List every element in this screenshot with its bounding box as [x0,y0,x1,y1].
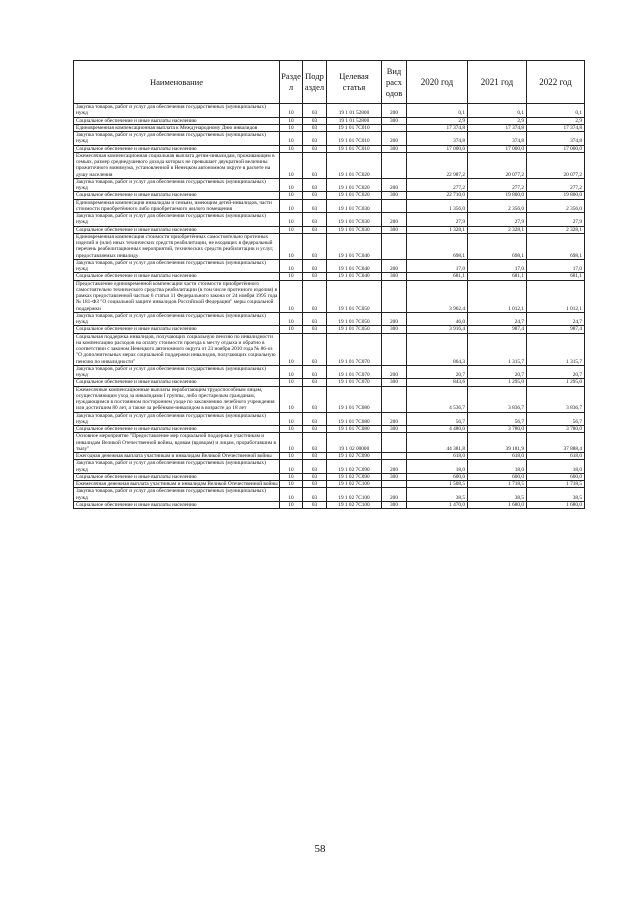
row-article: 19 1 01 7C040 [327,233,382,259]
row-razdel: 10 [280,365,303,379]
row-2021: 698,1 [468,233,527,259]
row-2022: 17 000,0 [527,145,585,152]
budget-table [73,60,585,509]
row-razdel: 10 [280,233,303,259]
row-name: Единовременная компенсация стоимости приобретённых самостоятельно протезных изделий и (или) иных технических средств реабилитации, не входящих в федеральный перечень реабилитационных мероприятий, технических средств реабилитации и услуг, предоставляемых инвалиду [74,233,280,259]
row-2021: 1 295,0 [468,379,527,386]
row-vid [382,233,407,259]
row-podrazdel: 03 [303,259,327,273]
row-name: Закупка товаров, работ и услуг для обеспечения государственных (муниципальных) нужд [74,104,280,118]
row-article: 19 1 01 7C020 [327,178,382,192]
row-razdel: 10 [280,226,303,233]
table-row [74,233,585,259]
table-row [74,426,585,433]
row-2021: 3 836,7 [468,386,527,412]
row-name: Социальное обеспечение и иные выплаты населению [74,273,280,280]
table-row [74,488,585,502]
row-article: 19 1 02 7C090 [327,460,382,474]
row-podrazdel: 03 [303,473,327,480]
row-vid: 300 [382,145,407,152]
row-name: Единовременная компенсационная выплата к Международному Дню инвалидов [74,124,280,131]
row-podrazdel: 03 [303,412,327,426]
row-podrazdel: 03 [303,379,327,386]
row-razdel: 10 [280,280,303,312]
row-article: 19 1 01 7C080 [327,426,382,433]
row-2022: 38,5 [527,488,585,502]
row-podrazdel: 03 [303,213,327,227]
header-2021: 2021 год [468,61,527,104]
row-2021: 20 077,2 [468,152,527,178]
row-2022: 17 374,8 [527,124,585,131]
row-article: 19 1 01 7C050 [327,326,382,333]
row-podrazdel: 03 [303,460,327,474]
row-2020: 17 000,0 [407,145,468,152]
row-podrazdel: 03 [303,433,327,453]
row-name: Ежемесячная компенсационная социальная выплата детям-инвалидам, проживающим в семьях, размер среднедушевого дохода которых не превышает двукратной величины прожиточного минимума, установленной в Ненецком автономном округе в расчете на душу населения [74,152,280,178]
row-2020: 17 374,8 [407,124,468,131]
row-2022: 19 800,0 [527,192,585,199]
header-vid: Вид расх одов [382,61,407,104]
row-podrazdel: 03 [303,488,327,502]
row-razdel: 10 [280,333,303,365]
table-row [74,132,585,146]
row-2022: 277,2 [527,178,585,192]
row-name: Ежегодная денежная выплата участникам и инвалидам Великой Отечественной войны [74,453,280,460]
header-razdel: Разде л [280,61,303,104]
table-row [74,453,585,460]
row-article: 19 1 01 7C010 [327,145,382,152]
row-2020: 2,9 [407,117,468,124]
row-name: Ежемесячные компенсационные выплаты неработающим трудоспособным лицам, осуществляющим уход за инвалидами I группы, либо престарелым гражданам, нуждающимся в постоянном постороннем уходе по заключению лечебного учреждения или достигшим 80 лет, а также за ребёнком-инвалидом в возрасте до 18 лет [74,386,280,412]
table-row [74,433,585,453]
row-2022: 1 315,7 [527,333,585,365]
header-name: Наименование [74,61,280,104]
row-2022: 17,0 [527,259,585,273]
table-row [74,412,585,426]
row-podrazdel: 03 [303,501,327,508]
row-razdel: 10 [280,412,303,426]
table-row [74,481,585,488]
row-2021: 38,5 [468,488,527,502]
row-podrazdel: 03 [303,117,327,124]
row-2022: 20,7 [527,365,585,379]
row-vid: 300 [382,379,407,386]
row-article: 19 1 02 7C100 [327,501,382,508]
row-2022: 24,7 [527,312,585,326]
row-podrazdel: 03 [303,178,327,192]
row-2021: 600,0 [468,473,527,480]
row-razdel: 10 [280,326,303,333]
row-article: 19 1 02 7C100 [327,481,382,488]
row-name: Основное мероприятие "Предоставление мер социальной поддержки участникам и инвалидам Великой Отечественной войны, вдовам (вдовцам) и лицам, проработавшим в тылу" [74,433,280,453]
row-name: Социальная поддержка инвалидов, получающих социальную пенсию по инвалидности на компенсацию расходов на оплату стоимости проезда к месту отдыха и обратно в соответствии с законом Ненецкого автономного округа от 23 ноября 2010 года № 86-оз "О дополнительных мерах социальной поддержки инвалидов, получающих социальную пенсию по инвалидности" [74,333,280,365]
row-2022: 3 836,7 [527,386,585,412]
table-row [74,473,585,480]
row-vid: 200 [382,213,407,227]
row-2022: 37 888,4 [527,433,585,453]
row-name: Предоставление единовременной компенсации части стоимости приобретённого самостоятельно технического средства реабилитации (в том числе протезного изделия) в рамках предоставленной частью 6 статьи 11 Федерального закона от 24 ноября 1995 года № 181-ФЗ "О социальной защите инвалидов Российской Федерации" меры социальной поддержки [74,280,280,312]
row-podrazdel: 03 [303,124,327,131]
row-razdel: 10 [280,379,303,386]
table-row [74,145,585,152]
table-row [74,326,585,333]
row-name: Закупка товаров, работ и услуг для обеспечения государственных (муниципальных) нужд [74,132,280,146]
row-vid: 200 [382,259,407,273]
row-name: Социальное обеспечение и иные выплаты населению [74,226,280,233]
row-name: Закупка товаров, работ и услуг для обеспечения государственных (муниципальных) нужд [74,412,280,426]
row-2021: 2 328,1 [468,226,527,233]
row-article: 19 1 01 7C070 [327,365,382,379]
row-2021: 681,1 [468,273,527,280]
row-2020: 27,9 [407,213,468,227]
row-article: 19 1 02 7C090 [327,473,382,480]
row-2021: 1 315,7 [468,333,527,365]
table-row [74,117,585,124]
row-razdel: 10 [280,453,303,460]
row-article: 19 1 01 7C080 [327,386,382,412]
row-2022: 600,0 [527,473,585,480]
row-razdel: 10 [280,473,303,480]
row-2022: 618,0 [527,453,585,460]
row-article: 19 1 01 7C020 [327,192,382,199]
row-name: Ежемесячная денежная выплата участникам и инвалидам Великой Отечественной войны [74,481,280,488]
row-vid [382,453,407,460]
row-2020: 1 470,0 [407,501,468,508]
row-article: 19 1 01 7C040 [327,259,382,273]
row-razdel: 10 [280,192,303,199]
row-article: 19 1 02 7C100 [327,488,382,502]
row-podrazdel: 03 [303,453,327,460]
header-article: Целевая статья [327,61,382,104]
row-name: Социальное обеспечение и иные выплаты населению [74,117,280,124]
table-row [74,152,585,178]
row-vid: 300 [382,473,407,480]
row-article: 19 1 01 7C080 [327,412,382,426]
row-vid: 200 [382,365,407,379]
row-vid: 200 [382,104,407,118]
page-number: 58 [314,843,326,855]
row-podrazdel: 03 [303,386,327,412]
row-podrazdel: 03 [303,426,327,433]
table-row [74,333,585,365]
row-name: Социальное обеспечение и иные выплаты населению [74,192,280,199]
row-razdel: 10 [280,117,303,124]
row-podrazdel: 03 [303,199,327,213]
row-2021: 20,7 [468,365,527,379]
row-razdel: 10 [280,312,303,326]
row-2020: 46,0 [407,312,468,326]
table-row [74,312,585,326]
row-name: Закупка товаров, работ и услуг для обеспечения государственных (муниципальных) нужд [74,365,280,379]
table-row [74,280,585,312]
row-podrazdel: 03 [303,132,327,146]
row-2022: 2,9 [527,117,585,124]
row-name: Социальное обеспечение и иные выплаты населению [74,145,280,152]
row-vid: 200 [382,412,407,426]
row-vid: 300 [382,501,407,508]
row-article: 19 1 01 52800 [327,117,382,124]
row-razdel: 10 [280,259,303,273]
row-2022: 27,9 [527,213,585,227]
row-podrazdel: 03 [303,226,327,233]
row-article: 19 1 01 7C020 [327,152,382,178]
row-podrazdel: 03 [303,312,327,326]
row-2021: 3 780,0 [468,426,527,433]
row-2021: 18,0 [468,460,527,474]
row-2022: 56,7 [527,412,585,426]
row-2022: 20 077,2 [527,152,585,178]
row-2021: 2 356,0 [468,199,527,213]
row-vid: 300 [382,273,407,280]
row-article: 19 1 01 7C050 [327,280,382,312]
row-podrazdel: 03 [303,333,327,365]
row-name: Социальное обеспечение и иные выплаты населению [74,379,280,386]
row-2022: 681,1 [527,273,585,280]
row-2021: 56,7 [468,412,527,426]
row-razdel: 10 [280,178,303,192]
row-2020: 20,7 [407,365,468,379]
row-razdel: 10 [280,104,303,118]
row-article: 19 1 01 7C050 [327,312,382,326]
table-row [74,178,585,192]
row-2022: 698,1 [527,233,585,259]
row-2020: 681,1 [407,273,468,280]
row-vid [382,124,407,131]
row-podrazdel: 03 [303,233,327,259]
table-row [74,124,585,131]
row-name: Закупка товаров, работ и услуг для обеспечения государственных (муниципальных) нужд [74,178,280,192]
row-2021: 277,2 [468,178,527,192]
row-name: Закупка товаров, работ и услуг для обеспечения государственных (муниципальных) нужд [74,213,280,227]
row-2021: 0,1 [468,104,527,118]
header-2020: 2020 год [407,61,468,104]
row-2020: 44 381,8 [407,433,468,453]
row-2021: 1 718,5 [468,481,527,488]
row-2022: 0,1 [527,104,585,118]
row-2020: 864,3 [407,333,468,365]
row-2020: 1 508,5 [407,481,468,488]
table-row [74,104,585,118]
row-2021: 618,0 [468,453,527,460]
header-2022: 2022 год [527,61,585,104]
row-vid [382,481,407,488]
row-2021: 27,9 [468,213,527,227]
row-vid: 200 [382,312,407,326]
row-2020: 277,2 [407,178,468,192]
row-2020: 3 962,4 [407,280,468,312]
row-article: 19 1 01 7C070 [327,333,382,365]
row-podrazdel: 03 [303,145,327,152]
table-body [74,104,585,509]
row-name: Единовременная компенсация инвалидам и семьям, имеющим детей-инвалидов, части стоимости приобретённого либо приобретаемого жилого помещения [74,199,280,213]
row-2021: 1 680,0 [468,501,527,508]
row-article: 19 1 01 7C010 [327,124,382,131]
row-2021: 17,0 [468,259,527,273]
row-2020: 618,0 [407,453,468,460]
row-2020: 0,1 [407,104,468,118]
row-name: Закупка товаров, работ и услуг для обеспечения государственных (муниципальных) нужд [74,259,280,273]
table-row [74,365,585,379]
row-2021: 2,9 [468,117,527,124]
row-podrazdel: 03 [303,273,327,280]
row-2021: 24,7 [468,312,527,326]
row-razdel: 10 [280,501,303,508]
row-podrazdel: 03 [303,104,327,118]
row-2022: 1 718,5 [527,481,585,488]
row-vid: 300 [382,226,407,233]
row-vid [382,152,407,178]
row-razdel: 10 [280,273,303,280]
row-2020: 4 480,0 [407,426,468,433]
row-name: Закупка товаров, работ и услуг для обеспечения государственных (муниципальных) нужд [74,488,280,502]
row-razdel: 10 [280,132,303,146]
row-2022: 3 780,0 [527,426,585,433]
row-2021: 39 181,9 [468,433,527,453]
row-razdel: 10 [280,152,303,178]
row-razdel: 10 [280,481,303,488]
row-2020: 1 328,1 [407,226,468,233]
row-name: Социальное обеспечение и иные выплаты населению [74,326,280,333]
row-2022: 1 680,0 [527,501,585,508]
row-razdel: 10 [280,460,303,474]
row-vid: 200 [382,460,407,474]
row-article: 19 1 02 7C090 [327,453,382,460]
row-2020: 600,0 [407,473,468,480]
row-razdel: 10 [280,124,303,131]
row-razdel: 10 [280,145,303,152]
row-razdel: 10 [280,386,303,412]
row-vid [382,280,407,312]
row-vid: 200 [382,488,407,502]
row-razdel: 10 [280,199,303,213]
row-podrazdel: 03 [303,280,327,312]
row-2021: 19 800,0 [468,192,527,199]
row-article: 19 1 01 7C010 [327,132,382,146]
row-vid [382,333,407,365]
row-article: 19 1 01 7C040 [327,273,382,280]
row-podrazdel: 03 [303,365,327,379]
row-vid: 300 [382,192,407,199]
row-2022: 1 295,0 [527,379,585,386]
row-2020: 56,7 [407,412,468,426]
row-2020: 3 916,4 [407,326,468,333]
row-2022: 987,4 [527,326,585,333]
row-2022: 2 356,0 [527,199,585,213]
row-2020: 374,8 [407,132,468,146]
row-name: Социальное обеспечение и иные выплаты населению [74,501,280,508]
row-vid: 200 [382,178,407,192]
row-2020: 17,0 [407,259,468,273]
row-razdel: 10 [280,213,303,227]
row-podrazdel: 03 [303,481,327,488]
table-row [74,460,585,474]
table-row [74,501,585,508]
row-2021: 17 374,8 [468,124,527,131]
row-2022: 1 012,1 [527,280,585,312]
header-podrazdel: Подр аздел [303,61,327,104]
table-row [74,192,585,199]
row-2022: 2 328,1 [527,226,585,233]
row-podrazdel: 03 [303,326,327,333]
row-vid: 300 [382,117,407,124]
row-article: 19 1 01 7C030 [327,199,382,213]
row-name: Социальное обеспечение и иные выплаты населению [74,473,280,480]
row-vid [382,199,407,213]
row-2020: 18,0 [407,460,468,474]
row-podrazdel: 03 [303,152,327,178]
table-row [74,226,585,233]
row-2021: 987,4 [468,326,527,333]
row-razdel: 10 [280,433,303,453]
row-2020: 1 356,0 [407,199,468,213]
row-vid: 300 [382,326,407,333]
row-vid [382,433,407,453]
row-2020: 38,5 [407,488,468,502]
table-row [74,199,585,213]
row-name: Закупка товаров, работ и услуг для обеспечения государственных (муниципальных) нужд [74,312,280,326]
row-2020: 698,1 [407,233,468,259]
row-name: Закупка товаров, работ и услуг для обеспечения государственных (муниципальных) нужд [74,460,280,474]
row-2022: 374,8 [527,132,585,146]
row-2020: 22 987,2 [407,152,468,178]
row-vid: 300 [382,426,407,433]
row-vid: 200 [382,132,407,146]
row-article: 19 1 01 7C070 [327,379,382,386]
row-2022: 18,0 [527,460,585,474]
row-name: Социальное обеспечение и иные выплаты населению [74,426,280,433]
row-article: 19 1 02 00000 [327,433,382,453]
row-2020: 843,6 [407,379,468,386]
row-2021: 1 012,1 [468,280,527,312]
row-2020: 4 536,7 [407,386,468,412]
table-row [74,259,585,273]
row-razdel: 10 [280,426,303,433]
row-article: 19 1 01 7C030 [327,226,382,233]
row-2021: 17 000,0 [468,145,527,152]
row-podrazdel: 03 [303,192,327,199]
table-header-row [74,61,585,104]
row-2021: 374,8 [468,132,527,146]
table-row [74,213,585,227]
table-row [74,273,585,280]
table-row [74,386,585,412]
row-article: 19 1 01 52800 [327,104,382,118]
row-article: 19 1 01 7C030 [327,213,382,227]
row-2020: 22 710,0 [407,192,468,199]
row-razdel: 10 [280,488,303,502]
row-vid [382,386,407,412]
table-row [74,379,585,386]
